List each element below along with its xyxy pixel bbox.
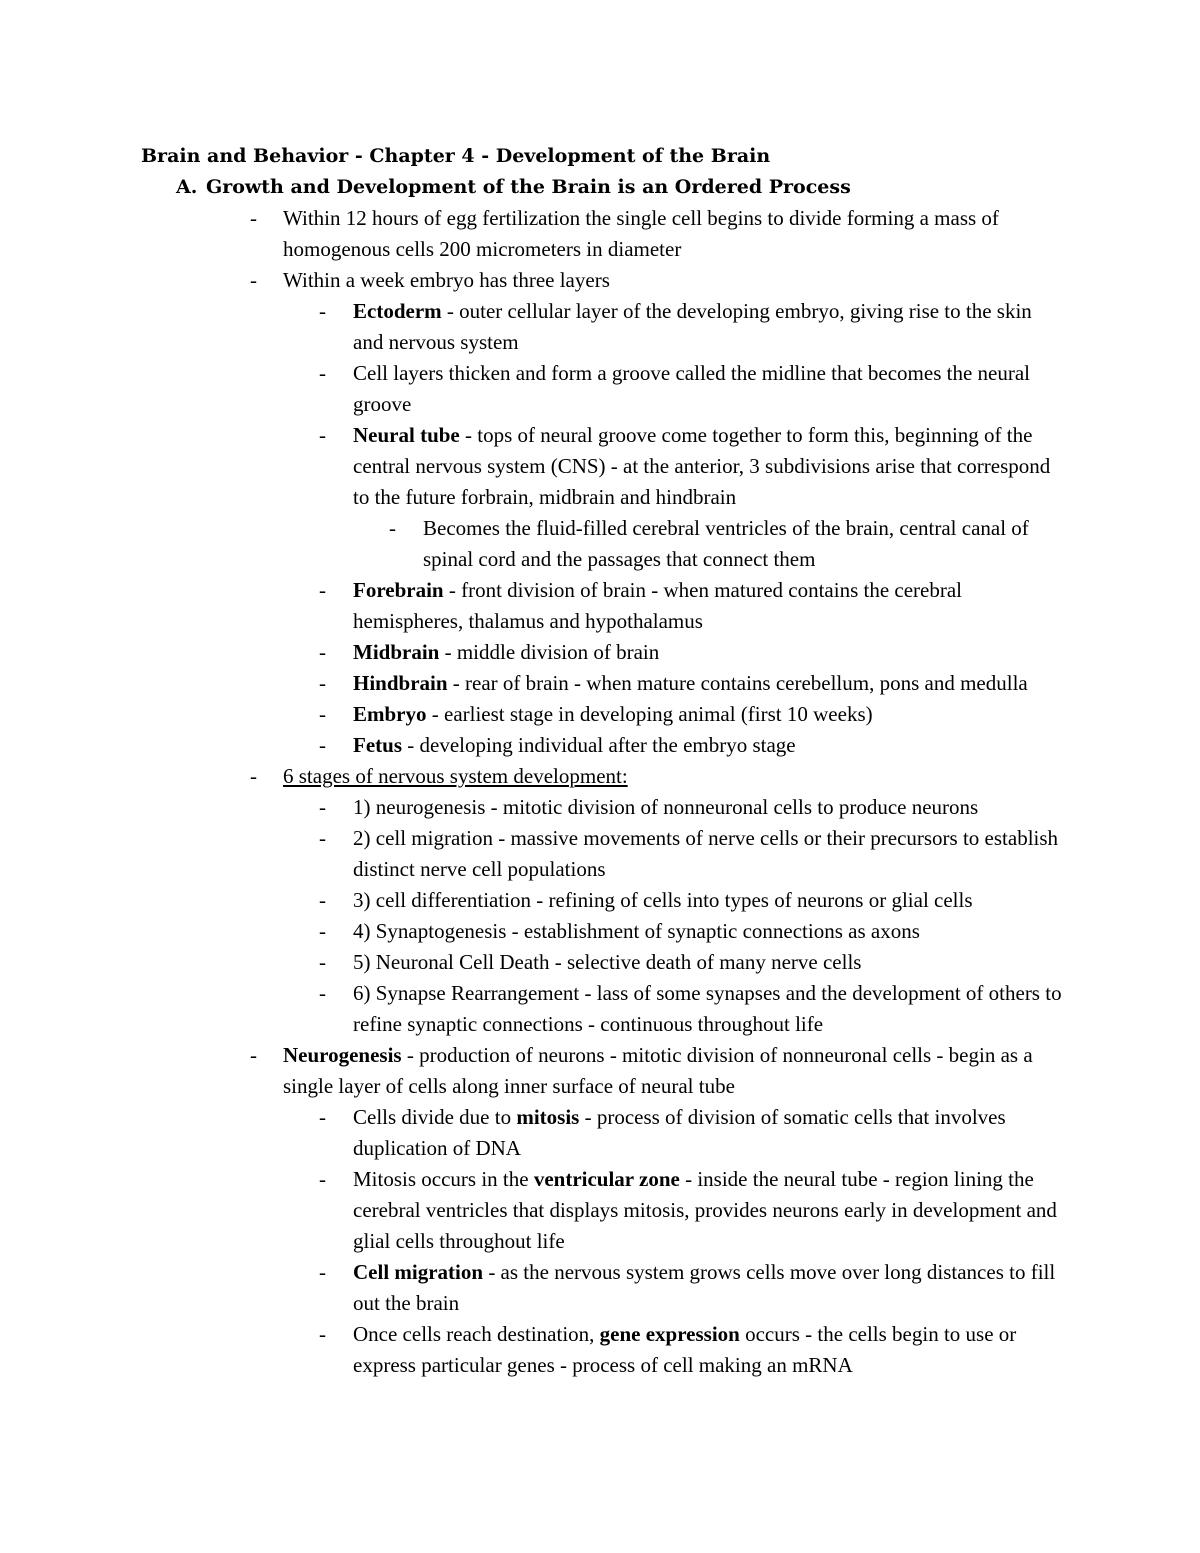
item-body: - outer cellular layer of the developing embryo, giving rise to the skin and nervous system — [353, 299, 1032, 354]
item-body: - earliest stage in developing animal (first 10 weeks) — [426, 702, 873, 726]
list-item — [0, 296, 1063, 358]
bullet-dash: - — [319, 299, 326, 323]
bullet-dash: - — [319, 1260, 326, 1284]
item-body: 4) Synaptogenesis - establishment of synaptic connections as axons — [353, 919, 920, 943]
item-body: 6) Synapse Rearrangement - lass of some synapses and the development of others to refine synaptic connections - continuous throughout life — [353, 981, 1062, 1036]
list-item — [0, 203, 1063, 265]
bullet-dash: - — [250, 206, 257, 230]
bullet-dash: - — [319, 795, 326, 819]
bullet-dash: - — [319, 826, 326, 850]
list-item — [0, 358, 1063, 420]
section-heading-text: Growth and Development of the Brain is an Ordered Process — [206, 176, 851, 198]
list-item — [0, 699, 1063, 730]
item-text — [283, 1040, 1063, 1102]
item-body: Within 12 hours of egg fertilization the single cell begins to divide forming a mass of homogenous cells 200 micrometers in diameter — [283, 206, 999, 261]
bullet-dash: - — [319, 640, 326, 664]
item-body: - production of neurons - mitotic division of nonneuronal cells - begin as a single layer of cells along inner surface of neural tube — [283, 1043, 1033, 1098]
item-body: - front division of brain - when matured contains the cerebral hemispheres, thalamus and hypothalamus — [353, 578, 963, 633]
bullet-dash: - — [319, 578, 326, 602]
list-item — [0, 1319, 1063, 1381]
bullet-dash: - — [319, 1167, 326, 1191]
item-text — [353, 668, 1063, 699]
term-ventricular-zone: ventricular zone — [533, 1167, 680, 1191]
list-item — [0, 1257, 1063, 1319]
list-item — [0, 730, 1063, 761]
term-mitosis: mitosis — [516, 1105, 580, 1129]
list-item — [0, 637, 1063, 668]
item-prefix: Mitosis occurs in the — [353, 1167, 534, 1191]
bullet-dash: - — [250, 268, 257, 292]
document-title: Brain and Behavior - Chapter 4 - Development of the Brain — [141, 145, 771, 167]
item-prefix: Cells divide due to — [353, 1105, 517, 1129]
term-neural-tube: Neural tube — [353, 423, 460, 447]
item-body: - middle division of brain — [439, 640, 660, 664]
bullet-dash: - — [319, 361, 326, 385]
term-forebrain: Forebrain — [353, 578, 444, 602]
list-item — [0, 513, 1063, 575]
list-item — [0, 885, 1063, 916]
bullet-dash: - — [319, 919, 326, 943]
item-body: - rear of brain - when mature contains cerebellum, pons and medulla — [447, 671, 1028, 695]
bullet-dash: - — [389, 516, 396, 540]
list-item — [0, 823, 1063, 885]
term-cell-migration: Cell migration — [353, 1260, 484, 1284]
item-body: Within a week embryo has three layers — [283, 268, 610, 292]
item-text — [353, 1164, 1063, 1257]
list-item — [0, 420, 1063, 513]
item-text — [353, 358, 1063, 420]
item-text — [353, 1257, 1063, 1319]
bullet-dash: - — [319, 423, 326, 447]
list-item — [0, 916, 1063, 947]
list-item — [0, 575, 1063, 637]
list-item — [0, 1164, 1063, 1257]
item-body: 5) Neuronal Cell Death - selective death of many nerve cells — [353, 950, 862, 974]
item-text — [353, 978, 1063, 1040]
item-text — [353, 699, 1063, 730]
item-text — [353, 1319, 1063, 1381]
item-body: - developing individual after the embryo stage — [402, 733, 796, 757]
item-body: - as the nervous system grows cells move over long distances to fill out the brain — [353, 1260, 1056, 1315]
item-text — [353, 637, 1063, 668]
stages-heading: 6 stages of nervous system development: — [283, 764, 628, 788]
bullet-dash: - — [319, 1322, 326, 1346]
item-body: Becomes the fluid-filled cerebral ventricles of the brain, central canal of spinal cord and the passages that connect them — [423, 516, 1029, 571]
bullet-dash: - — [250, 1043, 257, 1067]
bullet-dash: - — [319, 950, 326, 974]
list-item — [0, 761, 1063, 792]
item-text — [353, 730, 1063, 761]
bullet-dash: - — [319, 671, 326, 695]
item-body: Cell layers thicken and form a groove called the midline that becomes the neural groove — [353, 361, 1031, 416]
item-text — [283, 761, 1063, 792]
section-marker: A. — [176, 176, 198, 198]
bullet-dash: - — [319, 733, 326, 757]
item-body: - process of division of somatic cells that involves duplication of DNA — [353, 1105, 1006, 1160]
term-gene-expression: gene expression — [599, 1322, 740, 1346]
term-midbrain: Midbrain — [353, 640, 440, 664]
list-item — [0, 265, 1063, 296]
item-text — [353, 916, 1063, 947]
section-heading — [176, 172, 851, 203]
item-text — [353, 575, 1063, 637]
item-body: - tops of neural groove come together to form this, beginning of the central nervous system (CNS) - at the anterior, 3 subdivisions arise that correspond to the future forbrain, midbrain and hindbrain — [353, 423, 1051, 509]
item-text — [353, 885, 1063, 916]
item-body: occurs - the cells begin to use or express particular genes - process of cell making an mRNA — [353, 1322, 1017, 1377]
item-text — [353, 823, 1063, 885]
outline-list — [0, 203, 1200, 1381]
item-prefix: Once cells reach destination, — [353, 1322, 600, 1346]
item-body: 2) cell migration - massive movements of nerve cells or their precursors to establish distinct nerve cell populations — [353, 826, 1059, 881]
item-text — [353, 296, 1063, 358]
bullet-dash: - — [319, 702, 326, 726]
item-text — [423, 513, 1063, 575]
item-text — [283, 203, 1063, 265]
list-item — [0, 1040, 1063, 1102]
bullet-dash: - — [319, 888, 326, 912]
item-text — [353, 420, 1063, 513]
list-item — [0, 947, 1063, 978]
term-ectoderm: Ectoderm — [353, 299, 442, 323]
item-body: 1) neurogenesis - mitotic division of nonneuronal cells to produce neurons — [353, 795, 979, 819]
list-item — [0, 1102, 1063, 1164]
term-embryo: Embryo — [353, 702, 427, 726]
item-body: - inside the neural tube - region lining the cerebral ventricles that displays mitosis, provides neurons early in development and glial cells throughout life — [353, 1167, 1057, 1253]
list-item — [0, 668, 1063, 699]
item-text — [283, 265, 1063, 296]
item-text — [353, 792, 1063, 823]
item-text — [353, 1102, 1063, 1164]
bullet-dash: - — [319, 1105, 326, 1129]
list-item — [0, 978, 1063, 1040]
item-text — [353, 947, 1063, 978]
term-neurogenesis: Neurogenesis — [283, 1043, 402, 1067]
list-item — [0, 792, 1063, 823]
item-body: 3) cell differentiation - refining of cells into types of neurons or glial cells — [353, 888, 973, 912]
term-fetus: Fetus — [353, 733, 402, 757]
bullet-dash: - — [319, 981, 326, 1005]
bullet-dash: - — [250, 764, 257, 788]
term-hindbrain: Hindbrain — [353, 671, 448, 695]
